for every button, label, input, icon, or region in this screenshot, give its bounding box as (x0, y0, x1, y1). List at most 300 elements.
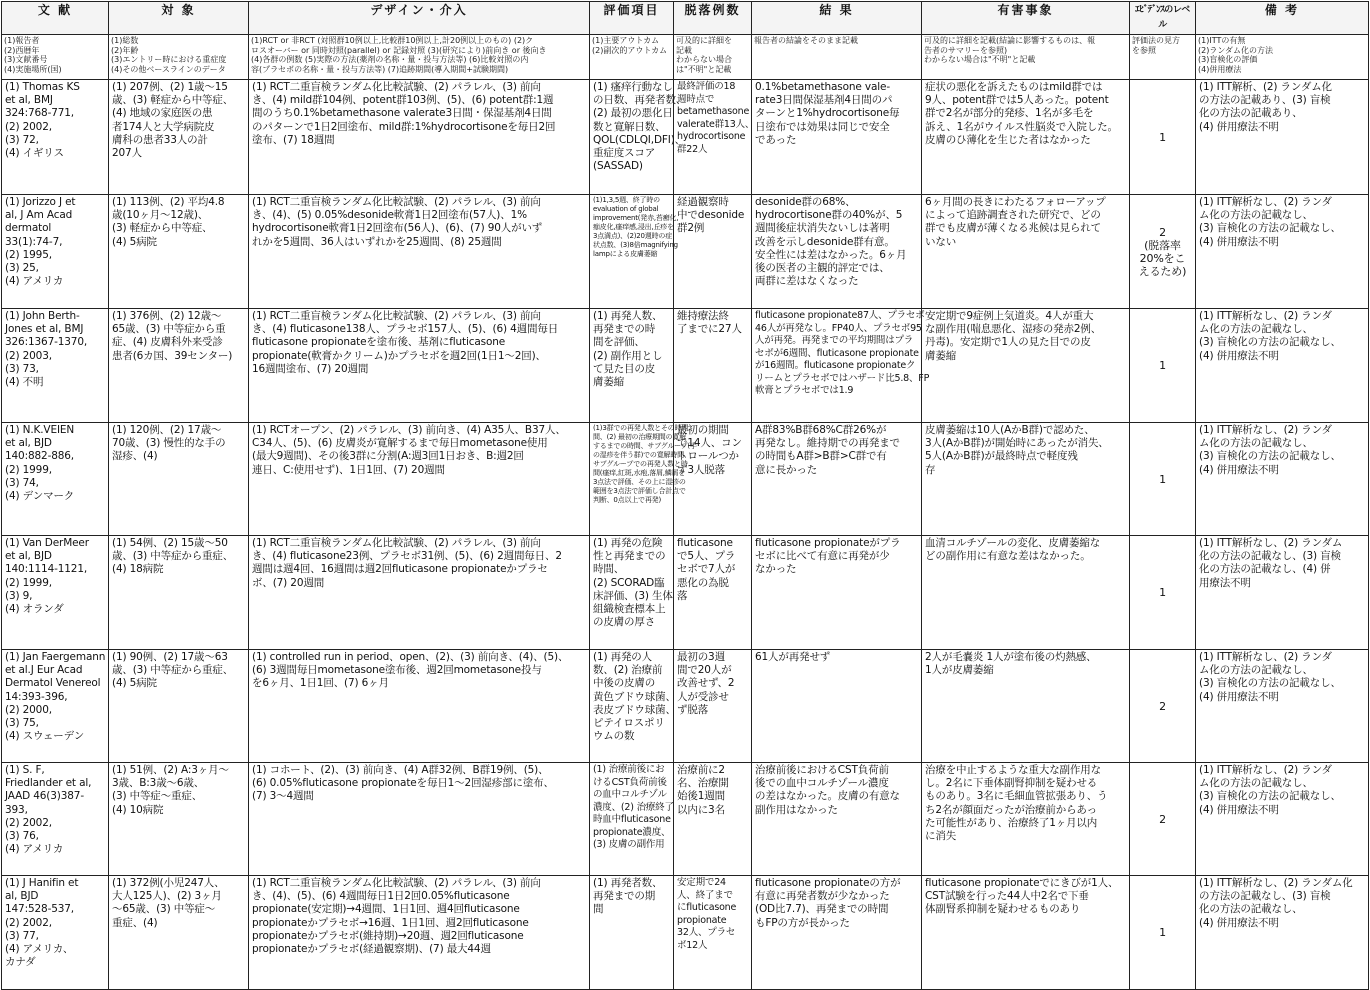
cell-line: 始後1週間 (677, 790, 725, 803)
cell-line: (1) コホート、(2)、(3) 前向き、(4) A群32例、B群19例、(5)、 (252, 764, 549, 776)
cell-line: dermatol (5, 222, 52, 235)
header-subject: 対 象 (109, 2, 249, 35)
cell-line: 告者のサマリーを参照) (924, 45, 1008, 55)
cell-line: 再発までの期 (593, 890, 656, 903)
cell-line: 歳、(3) 軽症から中等症、 (112, 94, 234, 107)
cell-line: カナダ (5, 956, 36, 969)
cell-line: 間 (593, 903, 604, 916)
cell-subject (109, 650, 249, 763)
cell-line: (7) 3〜4週間 (252, 790, 314, 803)
cell-line: ウムの数 (593, 730, 635, 743)
cell-line: て見た目の皮 (593, 362, 656, 375)
cell-line: 群22人 (677, 143, 708, 155)
subheader-result (752, 35, 922, 80)
header-dropout: 脱落例数 (674, 2, 752, 35)
cell-line: fluticasone propionateの方が (755, 877, 901, 889)
cell-line: (4) 18病院 (112, 563, 164, 576)
cell-line: 湿疹、(4) (112, 450, 158, 463)
cell-line: (1) RCT二重盲検ランダム化比較試験、(2) パラレル、(3) 前向 (252, 310, 541, 322)
cell-line: ム化の方法の記載なし、 (1199, 437, 1313, 450)
evidence-table-sheet (1, 1, 1368, 968)
cell-dropout (674, 536, 752, 650)
cell-line: 最初の期間 (677, 424, 729, 436)
cell-line: 悪化の為脱 (677, 576, 729, 589)
cell-line: 有意に再発者数が少なかった (755, 890, 890, 903)
cell-line: (3) 72, (5, 133, 39, 146)
cell-line: の差はなかった。皮膚の有意な (755, 790, 900, 803)
cell-dropout (674, 80, 755, 195)
header-level: ｴﾋﾞﾃﾞﾝｽのレベル (1130, 2, 1196, 35)
cell-line: 数と寛解日数、 (593, 120, 666, 133)
cell-line: (1) 120例、(2) 17歳〜 (112, 424, 222, 436)
cell-result (752, 309, 930, 423)
cell-line: lampによる皮膚萎縮 (593, 250, 658, 258)
cell-line: (脱落率 (1144, 238, 1181, 252)
cell-line: 範囲を3点法で評価し合計点で (593, 487, 686, 495)
cell-level (1130, 195, 1196, 309)
cell-line: (4)併用療法 (1198, 64, 1242, 74)
cell-line: (4) アメリカ、 (5, 943, 74, 956)
cell-note (1196, 650, 1369, 763)
cell-line: のパターンで1日2回塗布、mild群:1%hydrocortisoneを毎日2回 (252, 120, 556, 133)
evidence-table (1, 1, 1369, 990)
cell-line: (2) 最初の悪化日 (593, 107, 673, 120)
cell-line: (2)年齢 (111, 45, 139, 55)
cell-line: (1) ITT解析なし、(2) ランダム (1199, 537, 1343, 549)
header-adverse: 有害事象 (922, 2, 1130, 35)
cell-line: (4) 併用療法不明 (1199, 690, 1279, 703)
cell-line: (1) Jan Faergemann (5, 651, 106, 663)
table-row (2, 80, 1369, 195)
cell-line: (1) 372例(小児247人、 (112, 877, 225, 889)
cell-adverse (922, 195, 1130, 309)
cell-eval (590, 876, 674, 990)
cell-line: 週間後症状消失ないしは著明 (755, 222, 890, 235)
cell-line: (1) 54例、(2) 15歳〜50 (112, 537, 228, 549)
cell-line: (3) 盲検化の方法の記載なし、 (1199, 677, 1341, 690)
cell-line: al, J Am Acad (5, 209, 73, 222)
cell-line: (1) 113例、(2) 平均4.8 (112, 196, 225, 208)
table-row (2, 195, 1369, 309)
cell-line: (2) 1999, (5, 463, 52, 476)
cell-line: を6ヶ月、1日1回、(7) 6ヶ月 (252, 677, 389, 690)
header-ref: 文 献 (2, 2, 109, 35)
cell-line: (4) 不明 (5, 376, 44, 389)
cell-line: (1) ITT解析なし、(2) ランダム化 (1199, 877, 1353, 889)
cell-eval (590, 195, 679, 309)
cell-line: 患者(6カ国、39センター) (112, 349, 233, 362)
cell-line: CST試験を行った44人中2名で下垂 (925, 890, 1089, 903)
cell-line: セボが6週間、fluticasone propionate (755, 347, 919, 359)
cell-line: 大人125人)、(2) 3ヶ月 (112, 890, 222, 903)
cell-line: に消失 (925, 830, 957, 843)
table-row (2, 309, 1369, 423)
cell-line: は"不明"と記載 (676, 64, 732, 74)
cell-line: 膚萎縮 (593, 376, 625, 389)
cell-design (249, 536, 590, 650)
cell-line: 安全性には差はなかった。6ヶ月 (755, 248, 907, 261)
cell-line: の血中コルチゾル (593, 789, 667, 800)
cell-line: (1) ITT解析なし、(2) ランダ (1199, 424, 1332, 436)
cell-line: propionate濃度、 (593, 826, 671, 838)
cell-result (752, 195, 922, 309)
cell-line: (3) 中等症〜重症、 (112, 790, 203, 803)
cell-line: (1)1,3,5週、終了時の (593, 196, 660, 204)
cell-line: (4) デンマーク (5, 490, 75, 503)
table-row (2, 423, 1369, 536)
cell-line: propionate (677, 914, 727, 926)
cell-level (1130, 650, 1196, 763)
cell-line: き、(4) fluticasone23例、プラセボ31例、(5)、(6) 2週間毎日、2 (252, 550, 562, 563)
cell-line: (1) ITT解析なし、(2) ランダ (1199, 196, 1332, 208)
cell-line: (3) 77, (5, 929, 39, 942)
cell-line: 名、治療開 (677, 777, 729, 790)
cell-line: (4) 5病院 (112, 235, 157, 248)
cell-eval (590, 650, 674, 763)
cell-line: ム化の方法の記載なし、 (1199, 664, 1313, 677)
cell-line: (1) RCT二重盲検ランダム化比較試験、(2) パラレル、(3) 前向 (252, 81, 541, 93)
cell-line: 61人が再発せず (755, 651, 831, 663)
cell-line: (4) アメリカ (5, 843, 64, 856)
cell-design (249, 423, 590, 536)
cell-dropout (674, 309, 752, 423)
cell-line: 間(瘙痒,紅斑,水疱,落屑,鱗屑を (593, 469, 686, 477)
cell-ref (2, 536, 109, 650)
cell-adverse (922, 763, 1130, 876)
cell-line: (2) 2002, (5, 120, 52, 133)
cell-line: 群2例 (677, 222, 705, 235)
cell-eval (590, 309, 674, 423)
cell-line: 判断、0点以上で再発) (593, 496, 661, 504)
cell-line: 症、(4) 皮膚科外来受診 (112, 336, 223, 349)
cell-ref (2, 423, 109, 536)
cell-line: 1人が皮膚萎縮 (925, 664, 994, 677)
cell-line: Jones et al, BMJ (5, 323, 84, 336)
cell-line: (1) ITT解析、(2) ランダム化 (1199, 81, 1332, 93)
cell-line: (4)各群の例数 (5)実際の方法(薬剤の名称・量・投与方法等) (6)比較対照の内 (251, 55, 529, 64)
cell-line: 1 (1159, 130, 1166, 144)
cell-line: 393, (5, 803, 28, 816)
cell-line: わからない場合 (676, 55, 732, 64)
cell-line: 治療を中止するような重大な副作用な (925, 764, 1101, 776)
cell-line: (3)エントリー時における重症度 (111, 55, 227, 64)
cell-line: valerate群13人、 (677, 118, 755, 130)
cell-line: 最終評価の18 (677, 81, 736, 92)
cell-line: fluticasone propionate87人、プラセボ (755, 310, 925, 321)
cell-line: (1) J Hanifin et (5, 877, 79, 889)
cell-line: 人が受診せ (677, 690, 729, 703)
cell-eval (590, 536, 674, 650)
cell-line: (1) 再発者数、 (593, 877, 663, 889)
subheader-eval (590, 35, 674, 80)
cell-result (752, 876, 922, 990)
cell-line: 9人、potent群では5人あった。potent (925, 94, 1109, 107)
cell-subject (109, 309, 249, 423)
subheader-row (2, 35, 1369, 80)
cell-line: 週時点で (677, 93, 715, 105)
cell-line: desonide群の68%、 (755, 196, 856, 208)
cell-design (249, 309, 590, 423)
cell-line: (1)ITTの有無 (1198, 36, 1246, 45)
cell-design (249, 763, 590, 876)
cell-line: 軟膏とプラセボでは1.9 (755, 385, 854, 396)
cell-line: ものあり。3名に毛細血管拡張あり、う (925, 790, 1108, 803)
cell-line: ターンと1%hydrocortisone毎 (755, 107, 900, 120)
cell-line: 化の方法の記載なし、(3) 盲検 (1199, 550, 1341, 563)
cell-line: 3歳、B:3歳〜6歳、 (112, 777, 205, 790)
cell-line: (3) 盲検化の方法の記載なし、 (1199, 790, 1341, 803)
cell-line: (2) 2003, (5, 349, 52, 362)
cell-line: (1) RCT二重盲検ランダム化比較試験、(2) パラレル、(3) 前向 (252, 537, 541, 549)
header-row (2, 2, 1369, 35)
cell-line: (1) ITT解析なし、(2) ランダ (1199, 310, 1332, 322)
cell-line: の湿疹を伴う群)での寛解時間、 (593, 451, 691, 459)
cell-line: (1) N.K.VEIEN (5, 424, 75, 436)
cell-line: (1) Jorizzo J et (5, 196, 76, 208)
cell-line: (3)盲検化の評価 (1198, 55, 1258, 64)
cell-line: 膚萎縮 (925, 349, 957, 362)
cell-line: の時間もA群>B群>C群で有 (755, 450, 887, 463)
cell-line: 1 (1159, 359, 1166, 372)
cell-line: 丹毒)。安定期で1人の見た目での皮 (925, 336, 1091, 349)
cell-line: (1) John Berth- (5, 310, 80, 322)
cell-ref (2, 876, 109, 990)
cell-line: 人が再発。再発までの平均期間はプラ (755, 335, 914, 346)
cell-line: (1) 90例、(2) 17歳〜63 (112, 651, 228, 663)
cell-line: (3) 盲検化の方法の記載なし、 (1199, 450, 1341, 463)
header-note: 備 考 (1196, 2, 1369, 35)
cell-line: (1) ITT解析なし、(2) ランダ (1199, 651, 1332, 663)
cell-line: (1) RCT二重盲検ランダム化比較試験、(2) パラレル、(3) 前向 (252, 196, 541, 208)
cell-line: ボ、(7) 20週間 (252, 576, 325, 589)
cell-line: 207人 (112, 147, 142, 160)
cell-line: で5人、プラ (677, 550, 736, 563)
cell-line: 用療法不明 (1199, 576, 1251, 589)
cell-line: (4)実施場所(国) (4, 64, 62, 74)
cell-line: 後での血中コルチゾール濃度 (755, 777, 889, 790)
cell-line: 140:882-886, (5, 450, 74, 463)
cell-note (1196, 536, 1369, 650)
cell-line: et al, BMJ (5, 94, 53, 107)
cell-line: 可及的に詳細を (676, 36, 732, 45)
cell-line: (3) 盲検化の方法の記載なし、 (1199, 222, 1341, 235)
cell-line: するまでの時間、サブグループ(手 (593, 442, 697, 450)
cell-line: 症状の悪化を訴えたものはmild群では (925, 81, 1103, 93)
cell-line: 2 (1159, 812, 1166, 826)
cell-line: し。2名に下垂体副腎抑制を疑わせる (925, 777, 1098, 790)
cell-line: ず脱落 (677, 703, 709, 716)
cell-line: の方法の記載なし、(3) 盲検 (1199, 890, 1331, 903)
cell-line: セボで7人が (677, 563, 736, 576)
cell-line: 3点法で評価、その上に湿疹の (593, 478, 686, 486)
cell-line: 群で2名が部分的発疹、1名が多毛を (925, 107, 1094, 120)
cell-line: (3) 75, (5, 717, 39, 730)
cell-line: 濃度、(2) 治療終了 (593, 801, 674, 813)
cell-line: 歳、(3) 中等症から重症、 (112, 550, 234, 563)
cell-subject (109, 536, 249, 650)
cell-result (752, 80, 922, 195)
cell-line: 化の方法の記載あり、 (1199, 107, 1303, 120)
cell-result (752, 536, 922, 650)
cell-line: 65歳、(3) 中等症から重 (112, 323, 226, 336)
cell-line: propionateかプラセボ→16週、1日1回、週2回fluticasone (252, 916, 529, 929)
cell-line: 間で20人が (677, 664, 732, 677)
cell-line: 副作用はなかった (755, 803, 838, 816)
cell-ref (2, 763, 109, 876)
cell-note (1196, 763, 1369, 876)
cell-line: (3)文献番号 (4, 55, 48, 64)
table-body (2, 80, 1369, 990)
cell-line: 326:1367-1370, (5, 336, 88, 349)
cell-line: 落 (677, 589, 688, 602)
cell-line: 膚科の患者33人の計 (112, 133, 208, 146)
cell-line: 後の医者の主観的評定では、 (755, 262, 890, 275)
cell-design (249, 650, 590, 763)
cell-line: (6) 3週間毎日mometasone塗布後、週2回mometasone投与 (252, 664, 542, 677)
cell-line: 時血中fluticasone (593, 814, 671, 825)
cell-line: et al, BJD (5, 437, 52, 450)
cell-line: 床評価、(3) 生体 (593, 589, 673, 602)
cell-line: き、(4) fluticasone138人、プラセボ157人、(5)、(6) 4週間毎日 (252, 323, 559, 336)
cell-line: (1)RCT or 非RCT (対照群10例以上,比較群10例以上,計20例以上のもの) (2)ク (251, 36, 534, 45)
subheader-level (1130, 35, 1196, 80)
cell-note (1196, 195, 1369, 309)
cell-line: えるため) (1138, 264, 1187, 278)
cell-line: 324:768-771, (5, 107, 74, 120)
cell-line: fluticasone propionateでにきびが1人、 (925, 877, 1119, 889)
cell-line: Friedlander et al, (5, 777, 92, 790)
cell-line: 改善せず、2 (677, 677, 735, 690)
cell-line: トロールつか (677, 450, 739, 463)
cell-line: (1) S. F, (5, 764, 45, 776)
cell-design (249, 876, 590, 990)
cell-line: 皮膚のひ薄化を生じた者はなかった (925, 133, 1091, 146)
cell-line: 重症、(4) (112, 916, 158, 929)
header-eval: 評価項目 (590, 2, 674, 35)
cell-line: (2) 2002, (5, 816, 52, 829)
cell-line: 維持療法終 (677, 310, 729, 322)
cell-line: 経過観察時 (677, 196, 729, 208)
cell-line: が16週間。fluticasone propionateク (755, 360, 916, 371)
cell-line: ム化の方法の記載なし、 (1199, 323, 1313, 336)
cell-line: 訴え、1名がウイルス性脳炎で入院した。 (925, 120, 1118, 133)
cell-line: (2)ランダム化の方法 (1198, 45, 1274, 55)
header-result: 結 果 (752, 2, 922, 35)
cell-line: の方法の記載あり、(3) 盲検 (1199, 94, 1331, 107)
cell-line: 者174人と大学病院皮 (112, 120, 215, 133)
cell-line: propionateかプラセボ(経過観察期)、(7) 最大44週 (252, 943, 491, 956)
cell-line: 数、(2) 治療前 (593, 664, 663, 677)
cell-line: fluticasone (677, 537, 733, 549)
cell-line: (1) 再発の危険 (593, 537, 663, 549)
cell-line: わからない場合は"不明"と記載 (924, 55, 1036, 64)
cell-line: improvement(発赤,苔癬化, (593, 214, 679, 222)
cell-line: であった (755, 133, 797, 146)
cell-line: hydrocortisone (677, 131, 746, 142)
cell-line: 〜65歳、(3) 中等症〜 (112, 903, 216, 916)
cell-line: (1) 207例、(2) 1歳〜15 (112, 81, 228, 93)
cell-line: (2) 副作用とし (593, 349, 663, 362)
cell-line: リームとプラセボではハザード比5.8、FP (755, 372, 930, 384)
subheader-subject (109, 35, 249, 80)
cell-line: 重症度スコア (593, 147, 656, 160)
subheader-dropout (674, 35, 752, 80)
cell-line: (4)その他ベースラインのデータ (111, 64, 226, 74)
cell-line: 改善を示しdesonide群有意。 (755, 235, 895, 248)
cell-line: 血清コルチゾールの変化、皮膚萎縮な (925, 537, 1101, 549)
cell-subject (109, 423, 249, 536)
cell-line: 16週間塗布、(7) 20週間 (252, 362, 369, 375)
cell-line: 意に長かった (755, 463, 818, 476)
cell-adverse (922, 876, 1130, 990)
table-row (2, 650, 1369, 763)
cell-adverse (922, 650, 1130, 763)
cell-line: の日数、再発者数、 (593, 94, 687, 107)
cell-line: (4) 併用療法不明 (1199, 463, 1279, 476)
cell-line: al, BJD (5, 890, 39, 903)
cell-line: もFPの方が長かった (755, 916, 850, 929)
cell-line: 間を評価、 (593, 336, 645, 349)
cell-level (1130, 536, 1196, 650)
subheader-note (1196, 35, 1369, 80)
cell-line: れかを5週間、36人はいずれかを25週間、(8) 25週間 (252, 235, 502, 248)
cell-line: (1) 瘙痒行動なし (593, 81, 673, 93)
cell-level (1130, 876, 1196, 990)
cell-line: 化の方法の記載なし、 (1199, 903, 1303, 916)
cell-level (1130, 763, 1196, 876)
cell-subject (109, 195, 249, 309)
cell-line: QOL(CDLQI,DFI)、 (593, 133, 686, 146)
cell-line: fluticasone propionateを塗布後、基剤にfluticasone (252, 336, 506, 349)
cell-line: (3) 74, (5, 476, 39, 489)
cell-result (752, 763, 922, 876)
cell-line: (SASSAD) (593, 160, 643, 173)
cell-line: (1) 376例、(2) 12歳〜 (112, 310, 222, 322)
cell-line: (1) 再発人数、 (593, 310, 663, 322)
cell-line: 歳(10ヶ月〜12歳)、 (112, 209, 209, 222)
cell-line: (3) 盲検化の方法の記載なし、 (1199, 336, 1341, 349)
cell-design (249, 195, 590, 309)
subheader-design (249, 35, 590, 80)
cell-line: どの副作用に有意な差はなかった。 (925, 550, 1091, 563)
cell-design (249, 80, 590, 195)
cell-line: けるCST負荷前後 (593, 776, 667, 788)
cell-line: ボ12人 (677, 939, 708, 951)
cell-adverse (922, 536, 1130, 650)
cell-line: 容(プラセボの名称・量・投与方法等) (7)追跡期間(導入期間+試験期間) (251, 64, 509, 74)
cell-line: の皮膚の厚さ (593, 616, 656, 629)
cell-line: ず3人脱落 (677, 463, 725, 476)
cell-subject (109, 80, 249, 195)
cell-line: 0.1%betamethasone vale- (755, 81, 890, 93)
cell-line: 14:393-396, (5, 690, 68, 703)
cell-line: 体副腎系抑制を疑わせるものあり (925, 903, 1081, 916)
cell-line: サブグループでの再発人数と時 (593, 460, 688, 468)
cell-line: et al, BJD (5, 550, 52, 563)
cell-line: 2 (1159, 225, 1166, 239)
cell-line: 治療前に2 (677, 764, 725, 776)
cell-line: セボに比べて有意に再発が少 (755, 550, 890, 563)
cell-line: 140:1114-1121, (5, 563, 88, 576)
cell-line: (1) 51例、(2) A:3ヶ月〜 (112, 764, 229, 776)
cell-line: な副作用(喘息悪化、湿疹の発赤2例、 (925, 323, 1102, 336)
cell-line: 性と再発までの (593, 550, 666, 563)
table-row (2, 763, 1369, 876)
cell-line: 可及的に詳細を記載(結論に影響するものは、報 (924, 36, 1096, 45)
cell-line: (1) RCT二重盲検ランダム化比較試験、(2) パラレル、(3) 前向 (252, 877, 541, 889)
cell-line: 黄色ブドウ球菌、 (593, 690, 676, 703)
header-design: デザイン・介入 (249, 2, 590, 35)
